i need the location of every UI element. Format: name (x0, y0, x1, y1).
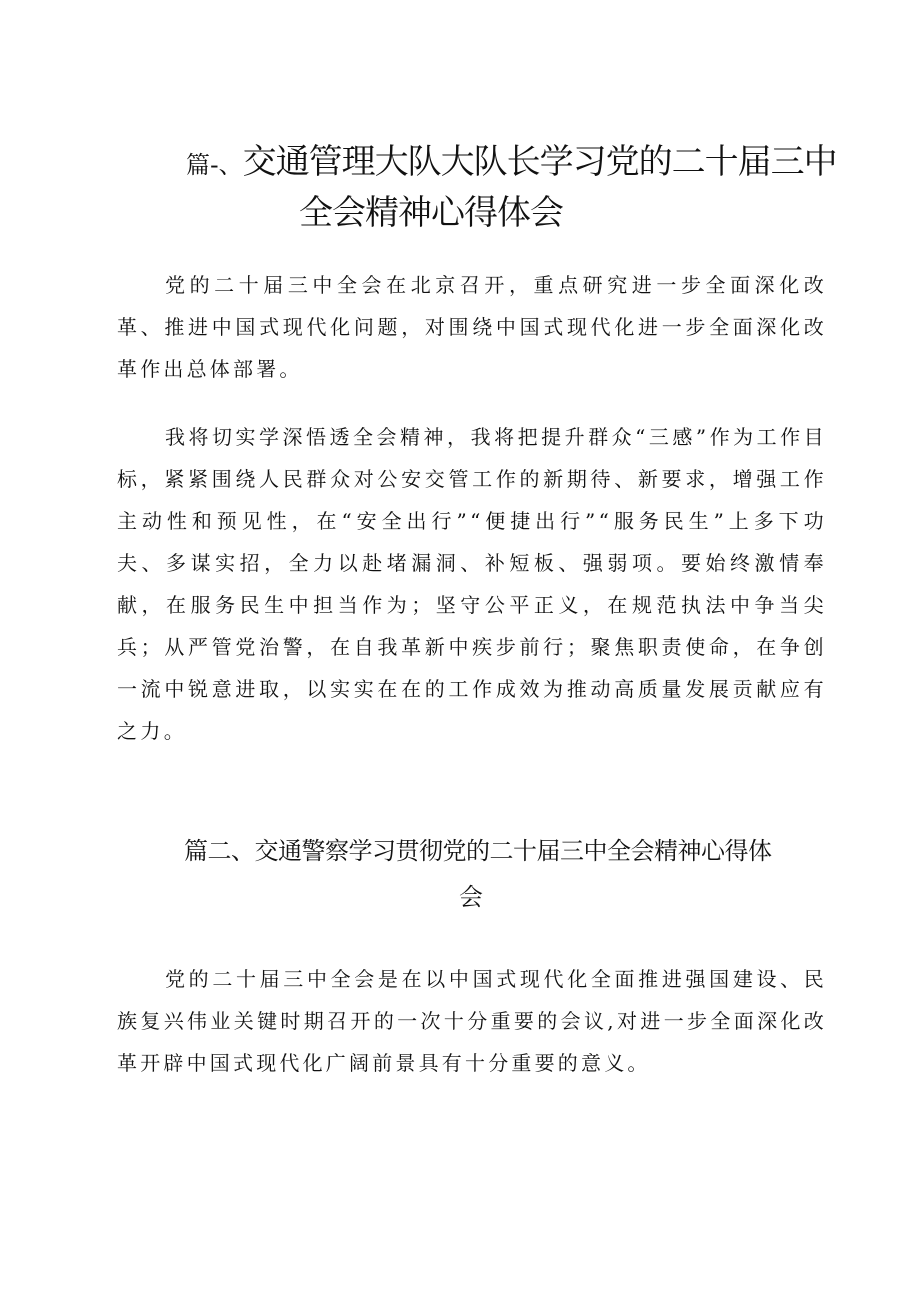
section-1-title-line-2: 全会精神心得体会 (299, 193, 563, 233)
section-2-title-line-1: 篇二、交通警察学习贯彻党的二十届三中全会精神心得体 (184, 837, 772, 865)
section-2-title-line-2: 会 (459, 883, 483, 911)
section-2-title (0, 828, 920, 920)
section-1-title-text: 交通管理大队大队长学习党的二十届三中 (242, 142, 837, 182)
section-1-title (0, 138, 920, 237)
section-1-paragraph-2: 我将切实学深悟透全会精神，我将把提升群众“三感”作为工作目标，紧紧围绕人民群众对公安交管工作的新期待、新要求，增强工作主动性和预见性，在“安全出行”“便捷出行”“服务民生”上多下功夫、多谋实招，全力以赴堵漏洞、补短板、强弱项。要始终激情奉献，在服务民生中担当作为；坚守公平正义，在规范执法中争当尖兵；从严管党治警，在自我革新中疾步前行；聚焦职责使命，在争创一流中锐意进取，以实实在在的工作成效为推动高质量发展贡献应有之力。 (117, 425, 827, 743)
section-1-title-line-1 (0, 138, 920, 189)
section-2-paragraph-1: 党的二十届三中全会是在以中国式现代化全面推进强国建设、民族复兴伟业关键时期召开的一次十分重要的会议,对进一步全面深化改革开辟中国式现代化广阔前景具有十分重要的意义。 (117, 967, 827, 1075)
section-1-paragraph-1: 党的二十届三中全会在北京召开，重点研究进一步全面深化改革、推进中国式现代化问题，对围绕中国式现代化进一步全面深化改革作出总体部署。 (117, 273, 827, 381)
section-1-title-prefix: 篇-、 (186, 151, 243, 179)
